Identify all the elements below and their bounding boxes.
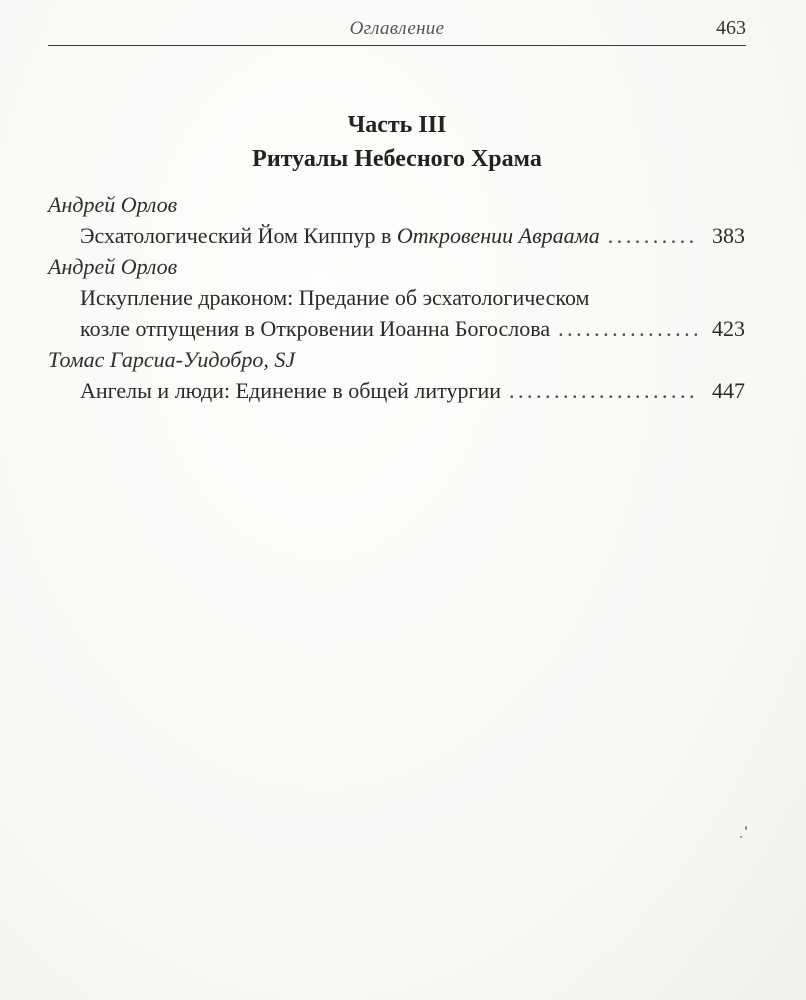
paper-speck bbox=[745, 826, 747, 830]
toc-author: Андрей Орлов bbox=[48, 192, 178, 217]
page-number: 463 bbox=[716, 17, 746, 39]
toc-entry[interactable] bbox=[80, 283, 745, 345]
dot-leader bbox=[608, 221, 697, 251]
part-number-label: Часть III bbox=[347, 112, 447, 138]
table-of-contents bbox=[48, 190, 745, 407]
toc-entry-page: 383 bbox=[712, 223, 745, 248]
part-title: Ритуалы Небесного Храма bbox=[252, 146, 542, 172]
toc-entry-title bbox=[80, 221, 600, 251]
dot-leader bbox=[558, 314, 697, 344]
toc-entry-line bbox=[80, 221, 745, 252]
toc-entry-title-italic: Откровении Авраама bbox=[396, 223, 600, 248]
toc-author: Томас Гарсиа-Уидобро, SJ bbox=[48, 347, 296, 372]
toc-author: Андрей Орлов bbox=[48, 254, 178, 279]
toc-entry-line bbox=[80, 314, 745, 345]
header-rule bbox=[48, 45, 746, 46]
part-heading bbox=[48, 108, 746, 176]
toc-entry-title-plain: Эсхатологический Йом Киппур в bbox=[80, 223, 397, 248]
toc-entry-page: 423 bbox=[712, 316, 745, 341]
toc-entry-title-line2: козле отпущения в Откровении Иоанна Богослова bbox=[80, 316, 551, 341]
paper-speck bbox=[740, 836, 742, 838]
dot-leader bbox=[509, 376, 697, 406]
toc-entry[interactable] bbox=[80, 221, 745, 252]
toc-entry-page: 447 bbox=[712, 378, 745, 403]
running-header bbox=[48, 14, 746, 44]
toc-entry-line bbox=[80, 376, 745, 407]
running-header-title: Оглавление bbox=[349, 18, 445, 39]
toc-entry-title: Ангелы и люди: Единение в общей литургии bbox=[80, 378, 502, 403]
toc-entry[interactable] bbox=[80, 376, 745, 407]
toc-entry-title-line1: Искупление драконом: Предание об эсхатологическом bbox=[80, 285, 590, 310]
toc-entry-line bbox=[80, 283, 745, 314]
